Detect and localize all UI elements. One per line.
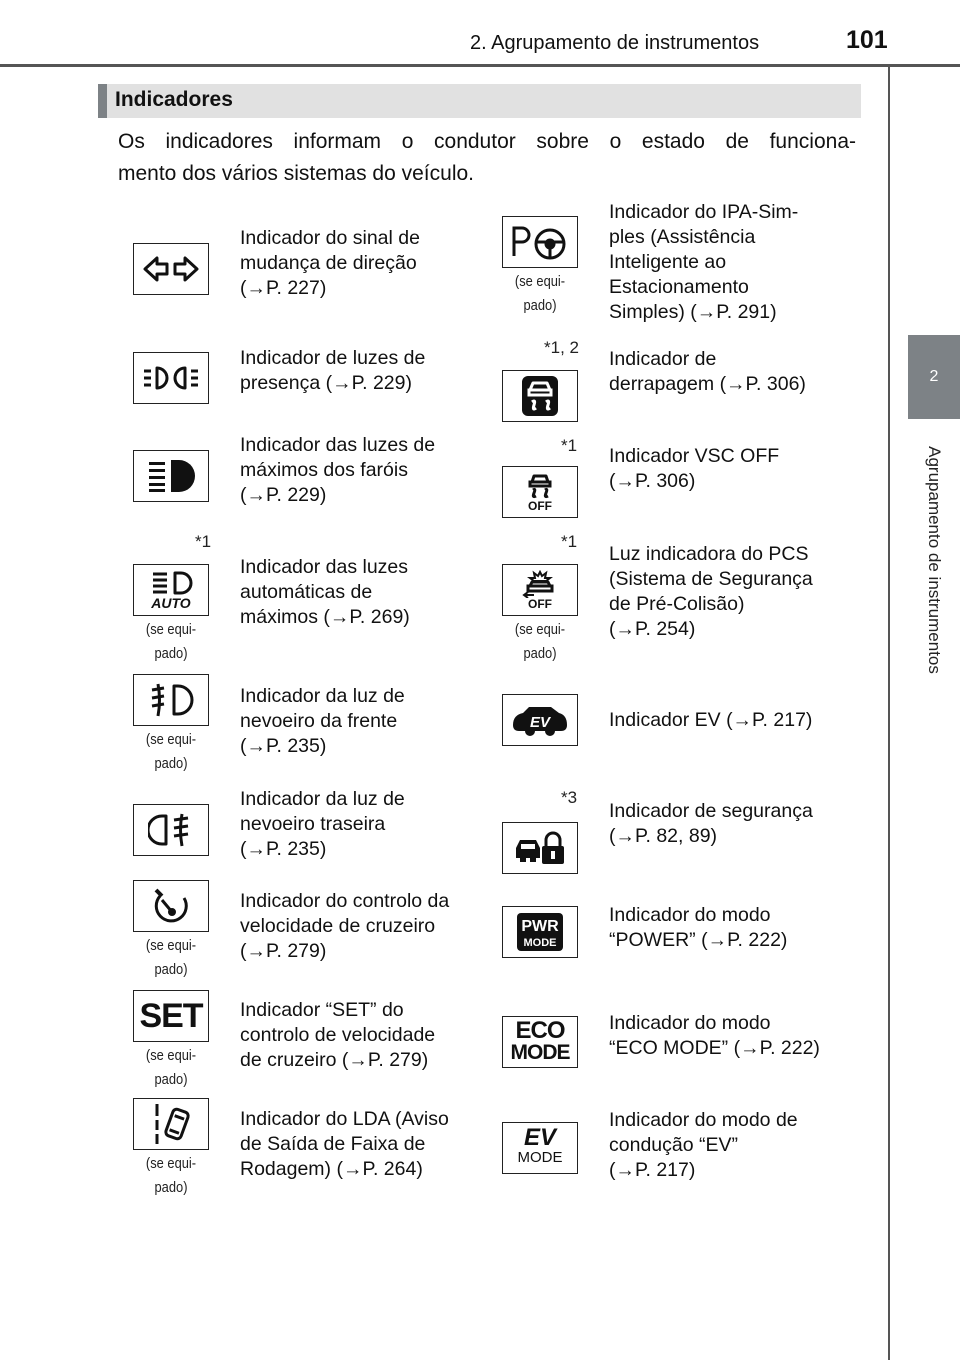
text-line: Indicador da luz de	[240, 788, 405, 810]
text-line: velocidade de cruzeiro	[240, 915, 436, 937]
text-line: máximos (→P. 269)	[240, 606, 410, 628]
text-line: (→P. 235)	[240, 838, 327, 860]
text-line: de cruzeiro (→P. 279)	[240, 1049, 429, 1071]
text-line: controlo de velocidade	[240, 1024, 436, 1046]
text-line: Estacionamento	[609, 276, 749, 298]
text-line: Indicador “SET” do	[240, 999, 404, 1021]
note-line: (se equi-	[514, 621, 566, 638]
section-accent	[98, 84, 107, 118]
indicator-row	[100, 788, 860, 878]
indicator-row	[100, 1008, 860, 1098]
text-line: Indicador do modo de	[609, 1109, 798, 1131]
indicator-description	[609, 444, 849, 494]
side-rule	[888, 67, 890, 1360]
indicator-description	[609, 1011, 849, 1061]
text-line: Simples) (→P. 291)	[609, 301, 777, 323]
note-line: pado)	[154, 1071, 188, 1088]
text-line: Indicador EV (→P. 217)	[609, 709, 813, 731]
text-line: (→P. 254)	[609, 618, 696, 640]
text-line: nevoeiro traseira	[240, 813, 386, 835]
vsc-off-icon	[502, 466, 578, 518]
text-line: Indicador do LDA (Aviso	[240, 1108, 449, 1130]
text-line: Luz indicadora do PCS	[609, 543, 809, 565]
text-line: (Sistema de Segurança	[609, 568, 813, 590]
indicator-description	[609, 542, 849, 642]
text-line: presença (→P. 229)	[240, 372, 412, 394]
header-rule	[0, 64, 960, 67]
intro-paragraph	[118, 126, 856, 190]
section-title: Indicadores	[115, 88, 233, 111]
text-line: Indicador das luzes	[240, 556, 409, 578]
indicator-row	[100, 1108, 860, 1198]
text-line: derrapagem (→P. 306)	[609, 373, 806, 395]
note-line: (se equi-	[145, 937, 197, 954]
text-line: automáticas de	[240, 581, 373, 603]
ev-mode-icon	[502, 1122, 578, 1174]
footnote-marker: *3	[561, 788, 578, 807]
note-line: (se equi-	[145, 621, 197, 638]
ipa-simple-icon	[502, 216, 578, 268]
text-line: Indicador do sinal de	[240, 227, 420, 249]
mode-text: MODE	[510, 1041, 570, 1064]
indicator-description	[609, 347, 849, 397]
text-line: “ECO MODE” (→P. 222)	[609, 1037, 820, 1059]
note-line: pado)	[154, 961, 188, 978]
eco-mode-icon	[502, 1016, 578, 1068]
text-line: Indicador da luz de	[240, 685, 405, 707]
chapter-tab	[908, 335, 960, 419]
footnote-marker: *1	[561, 436, 578, 455]
note-line: pado)	[154, 755, 188, 772]
text-line: (→P. 279)	[240, 940, 327, 962]
note-line: (se equi-	[514, 273, 566, 290]
text-line: (→P. 306)	[609, 470, 696, 492]
text-line: (→P. 229)	[240, 484, 327, 506]
text-line: Rodagem) (→P. 264)	[240, 1158, 423, 1180]
running-header-title: 2. Agrupamento de instrumentos	[470, 32, 760, 54]
chapter-side-title: Agrupamento de instrumentos	[925, 446, 944, 674]
note-line: (se equi-	[145, 1047, 197, 1064]
equipment-note	[507, 618, 572, 666]
indicator-description	[609, 799, 849, 849]
text-line: (→P. 227)	[240, 277, 327, 299]
ev-icon-text: EV	[529, 714, 551, 731]
text-line: Indicador do modo	[609, 904, 771, 926]
mode-text: MODE	[517, 1149, 563, 1166]
text-line: Indicador das luzes de	[240, 434, 436, 456]
ev-indicator-icon	[502, 694, 578, 746]
text-line: Indicador de	[609, 348, 717, 370]
text-line: Indicador VSC OFF	[609, 445, 780, 467]
text-line: (→P. 235)	[240, 735, 327, 757]
indicator-row	[100, 338, 860, 428]
slip-indicator-icon	[502, 370, 578, 422]
section-heading	[98, 84, 861, 118]
text-line: Indicador de luzes de	[240, 347, 426, 369]
text-line: Indicador do IPA-Sim-	[609, 201, 799, 223]
text-line: nevoeiro da frente	[240, 710, 398, 732]
indicator-row	[100, 898, 860, 988]
auto-label: AUTO	[151, 595, 191, 611]
pwr-text: PWR	[521, 918, 559, 935]
text-line: “POWER” (→P. 222)	[609, 929, 788, 951]
note-line: (se equi-	[145, 1155, 197, 1172]
text-line: condução “EV”	[609, 1134, 738, 1156]
page-number: 101	[846, 26, 888, 54]
text-line: ples (Assistência	[609, 226, 756, 248]
text-line: (→P. 217)	[609, 1159, 696, 1181]
note-line: pado)	[154, 645, 188, 662]
text-line: de Pré-Colisão)	[609, 593, 745, 615]
ev-text: EV	[523, 1124, 556, 1151]
intro-line-2: mento dos vários sistemas do veículo.	[118, 162, 474, 185]
indicator-row	[100, 532, 860, 672]
indicator-row	[100, 436, 860, 526]
note-line: (se equi-	[145, 731, 197, 748]
equipment-note	[507, 270, 572, 318]
note-line: pado)	[523, 645, 557, 662]
power-mode-icon	[502, 906, 578, 958]
security-indicator-icon	[502, 822, 578, 874]
off-label: OFF	[528, 499, 552, 513]
text-line: máximos dos faróis	[240, 459, 408, 481]
text-line: Indicador do modo	[609, 1012, 771, 1034]
indicator-row	[100, 196, 860, 326]
indicator-row	[100, 690, 860, 770]
eco-text: ECO	[515, 1017, 565, 1044]
mode-text: MODE	[523, 937, 557, 949]
pcs-warning-icon	[502, 564, 578, 616]
text-line: Inteligente ao	[609, 251, 727, 273]
text-line: Indicador de segurança	[609, 800, 813, 822]
note-line: pado)	[523, 297, 557, 314]
indicator-description	[609, 1108, 849, 1183]
indicator-description	[609, 708, 849, 733]
intro-line-1: Os indicadores informam o condutor sobre o estado de funciona-	[118, 130, 856, 153]
set-icon-text: SET	[139, 996, 203, 1035]
indicator-description	[609, 200, 849, 325]
text-line: Indicador do controlo da	[240, 890, 450, 912]
footnote-marker: *1, 2	[544, 338, 579, 357]
text-line: de Saída de Faixa de	[240, 1133, 426, 1155]
note-line: pado)	[154, 1179, 188, 1196]
off-label: OFF	[528, 597, 552, 611]
indicator-description	[609, 903, 849, 953]
chapter-number: 2	[929, 368, 939, 385]
text-line: (→P. 82, 89)	[609, 825, 718, 847]
footnote-marker: *1	[561, 532, 578, 551]
text-line: mudança de direção	[240, 252, 417, 274]
footnote-marker: *1	[195, 532, 212, 551]
